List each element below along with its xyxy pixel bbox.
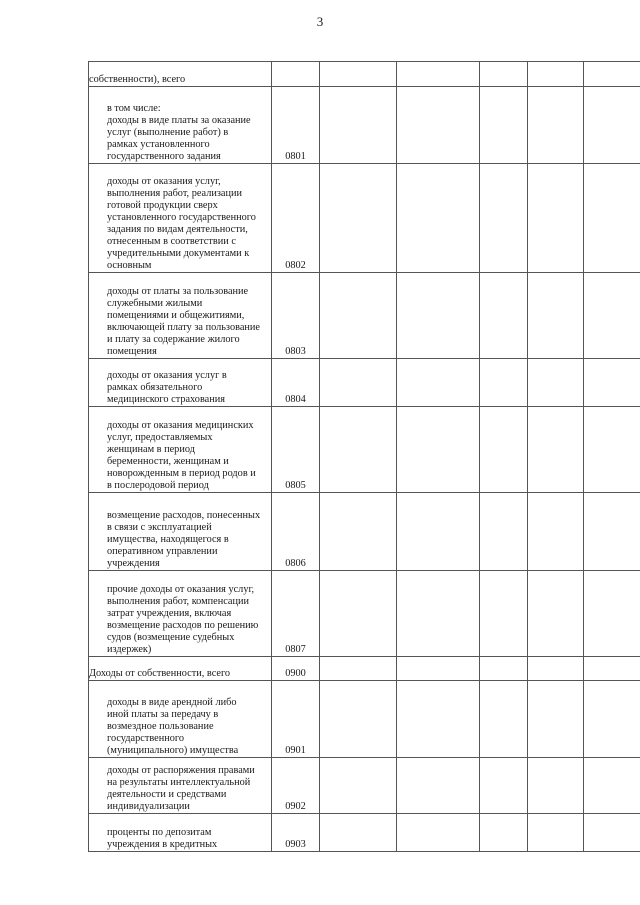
value-cell <box>397 359 480 407</box>
value-cell <box>584 87 640 164</box>
row-code: 0900 <box>272 657 320 681</box>
value-cell <box>397 681 480 758</box>
table-row <box>89 814 640 852</box>
row-code <box>272 62 320 87</box>
value-cell <box>397 814 480 852</box>
value-cell <box>528 273 584 359</box>
value-cell <box>584 657 640 681</box>
table-row <box>89 681 640 758</box>
row-code: 0803 <box>272 273 320 359</box>
page-number: 3 <box>316 14 324 29</box>
value-cell <box>320 571 397 657</box>
value-cell <box>320 681 397 758</box>
value-cell <box>320 493 397 571</box>
value-cell <box>584 493 640 571</box>
value-cell <box>584 681 640 758</box>
row-label: возмещение расходов, понесенных в связи с эксплуатацией имущества, находящегося в оперативном управлении учреждения <box>107 510 261 569</box>
row-label: доходы в виде арендной либо иной платы за передачу в возмездное пользование государственного (муниципального) имущества <box>107 697 239 756</box>
row-code: 0801 <box>272 87 320 164</box>
value-cell <box>397 87 480 164</box>
row-label-cell <box>89 571 272 657</box>
value-cell <box>320 273 397 359</box>
value-cell <box>584 758 640 814</box>
value-cell <box>528 62 584 87</box>
table-row <box>89 493 640 571</box>
table-row <box>89 359 640 407</box>
value-cell <box>480 164 528 273</box>
row-code: 0902 <box>272 758 320 814</box>
value-cell <box>584 164 640 273</box>
value-cell <box>320 657 397 681</box>
row-label-cell <box>89 758 272 814</box>
table-row <box>89 571 640 657</box>
value-cell <box>320 758 397 814</box>
row-label: в том числе: доходы в виде платы за оказание услуг (выполнение работ) в рамках установленного государственного задания <box>107 103 251 162</box>
value-cell <box>480 657 528 681</box>
row-label-cell <box>89 407 272 493</box>
value-cell <box>584 407 640 493</box>
value-cell <box>584 273 640 359</box>
value-cell <box>528 571 584 657</box>
value-cell <box>320 407 397 493</box>
row-label: доходы от оказания услуг в рамках обязательного медицинского страхования <box>107 370 227 405</box>
value-cell <box>480 493 528 571</box>
value-cell <box>480 758 528 814</box>
table-row <box>89 273 640 359</box>
table-row <box>89 87 640 164</box>
row-label-cell <box>89 681 272 758</box>
row-label: прочие доходы от оказания услуг, выполнения работ, компенсации затрат учреждения, включая возмещение расходов по решению судов (возмещение судебных издержек) <box>107 584 259 655</box>
row-label: доходы от платы за пользование служебными жилыми помещениями и общежитиями, включающей плату за пользование и плату за содержание жилого помещения <box>107 286 260 357</box>
row-code: 0804 <box>272 359 320 407</box>
row-code: 0807 <box>272 571 320 657</box>
income-report-table <box>88 61 640 852</box>
value-cell <box>397 571 480 657</box>
row-label: доходы от оказания услуг, выполнения работ, реализации готовой продукции сверх установленного государственного задания по видам деятельности, отнесенным в соответствии с учредительными документами к основным <box>107 176 256 271</box>
row-label-cell <box>89 359 272 407</box>
value-cell <box>480 62 528 87</box>
row-label-cell <box>89 164 272 273</box>
row-code: 0802 <box>272 164 320 273</box>
value-cell <box>397 758 480 814</box>
value-cell <box>397 273 480 359</box>
value-cell <box>584 62 640 87</box>
value-cell <box>528 681 584 758</box>
value-cell <box>584 814 640 852</box>
value-cell <box>528 87 584 164</box>
value-cell <box>528 359 584 407</box>
value-cell <box>397 407 480 493</box>
row-label-cell <box>89 87 272 164</box>
row-label-cell <box>89 814 272 852</box>
table-row <box>89 62 640 87</box>
value-cell <box>480 273 528 359</box>
value-cell <box>397 493 480 571</box>
value-cell <box>480 87 528 164</box>
table-body <box>89 62 640 852</box>
value-cell <box>480 407 528 493</box>
value-cell <box>397 62 480 87</box>
value-cell <box>397 657 480 681</box>
value-cell <box>480 681 528 758</box>
table-row <box>89 657 640 681</box>
value-cell <box>528 407 584 493</box>
value-cell <box>320 814 397 852</box>
value-cell <box>528 493 584 571</box>
row-label-cell <box>89 62 272 87</box>
row-label: Доходы от собственности, всего <box>89 668 231 679</box>
table-row <box>89 758 640 814</box>
value-cell <box>397 164 480 273</box>
row-label: доходы от распоряжения правами на результаты интеллектуальной деятельности и средствами индивидуализации <box>107 765 255 812</box>
table-row <box>89 407 640 493</box>
value-cell <box>528 164 584 273</box>
value-cell <box>528 814 584 852</box>
row-label: проценты по депозитам учреждения в кредитных <box>107 827 218 850</box>
value-cell <box>320 62 397 87</box>
value-cell <box>320 359 397 407</box>
table-row <box>89 164 640 273</box>
row-label: собственности), всего <box>89 74 186 85</box>
value-cell <box>480 571 528 657</box>
row-label: доходы от оказания медицинских услуг, предоставляемых женщинам в период беременности, женщинам и новорожденным в период родов и в послеродовой период <box>107 420 256 491</box>
value-cell <box>320 87 397 164</box>
row-code: 0903 <box>272 814 320 852</box>
row-label-cell <box>89 657 272 681</box>
row-code: 0806 <box>272 493 320 571</box>
value-cell <box>584 359 640 407</box>
row-code: 0805 <box>272 407 320 493</box>
row-code: 0901 <box>272 681 320 758</box>
value-cell <box>480 359 528 407</box>
value-cell <box>528 657 584 681</box>
value-cell <box>480 814 528 852</box>
value-cell <box>584 571 640 657</box>
value-cell <box>320 164 397 273</box>
row-label-cell <box>89 493 272 571</box>
value-cell <box>528 758 584 814</box>
row-label-cell <box>89 273 272 359</box>
